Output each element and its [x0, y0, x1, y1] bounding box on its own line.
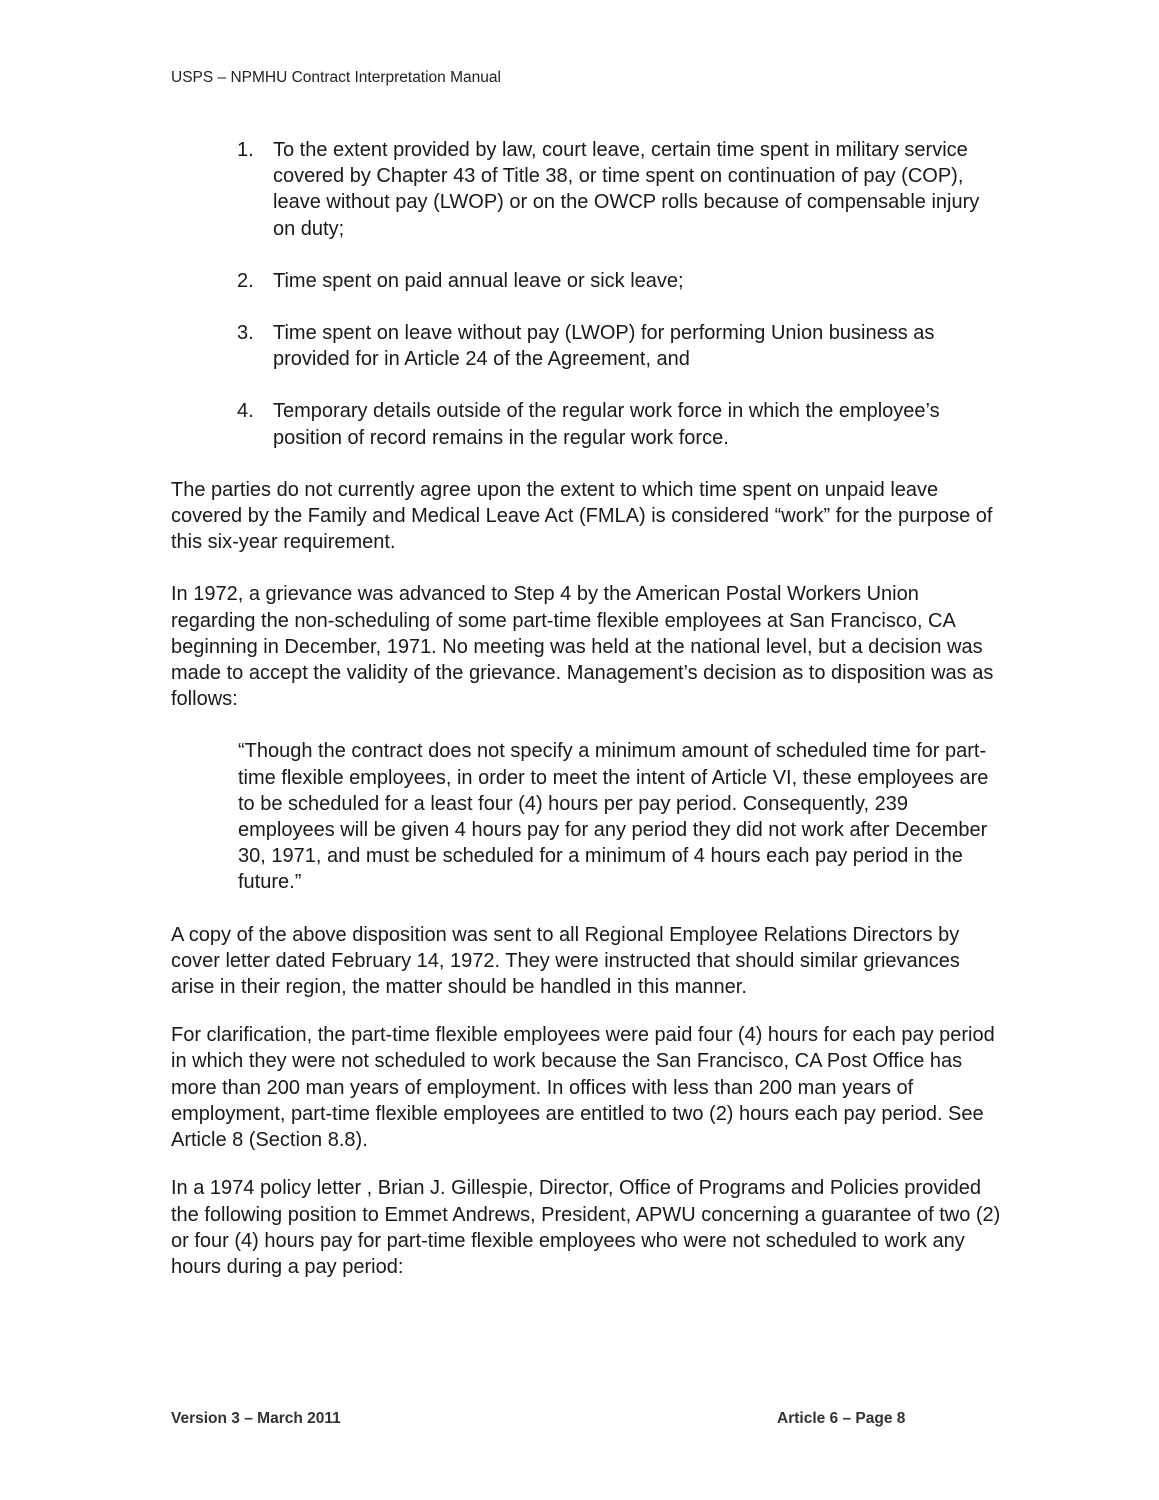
- document-body: [171, 137, 1001, 1306]
- list-item-text: To the extent provided by law, court leave, certain time spent in military service covered by Chapter 43 of Title 38, or time spent on continuation of pay (COP), leave without pay (LWOP) or on the OWCP rolls because of compensable injury on duty;: [273, 139, 980, 240]
- running-header: USPS – NPMHU Contract Interpretation Manual: [171, 69, 501, 86]
- list-item-text: Time spent on leave without pay (LWOP) for performing Union business as provided for in Article 24 of the Agreement, and: [273, 322, 935, 371]
- copy-sent-paragraph: A copy of the above disposition was sent to all Regional Employee Relations Directors by cover letter dated February 14, 1972. They were instructed that should similar grievances arise in their region, the matter should be handled in this manner.: [171, 923, 960, 999]
- list-number: 4.: [237, 400, 254, 423]
- management-decision-quote: “Though the contract does not specify a minimum amount of scheduled time for part-time flexible employees, in order to meet the intent of Article VI, these employees are to be scheduled for a least four (4) hours per pay period. Consequently, 239 employees will be given 4 hours pay for any period they did not work after December 30, 1971, and must be scheduled for a minimum of 4 hours each pay period in the future.”: [238, 740, 989, 894]
- footer-version: Version 3 – March 2011: [171, 1410, 341, 1427]
- list-number: 1.: [237, 139, 254, 161]
- clarification-paragraph: For clarification, the part-time flexible employees were paid four (4) hours for each pay period in which they were not scheduled to work because the San Francisco, CA Post Office has more than 200 man years of employment. In offices with less than 200 man years of employment, part-time flexible employees are entitled to two (2) hours each pay period. See Article 8 (Section 8.8).: [171, 1024, 995, 1152]
- list-number: 3.: [237, 322, 254, 345]
- eligibility-list: [237, 137, 1001, 451]
- fmla-paragraph: The parties do not currently agree upon the extent to which time spent on unpaid leave covered by the Family and Medical Leave Act (FMLA) is considered “work” for the purpose of this six-year requirement.: [171, 478, 993, 554]
- footer-page-number: Article 6 – Page 8: [777, 1410, 906, 1427]
- list-item: [237, 268, 1001, 294]
- list-item: [237, 320, 1001, 372]
- list-item-text: Time spent on paid annual leave or sick leave;: [273, 269, 684, 292]
- list-item: [237, 137, 1001, 242]
- list-item: [237, 398, 1001, 450]
- grievance-1972-paragraph: In 1972, a grievance was advanced to Step 4 by the American Postal Workers Union regarding the non-scheduling of some part-time flexible employees at San Francisco, CA beginning in December, 1971. No meeting was held at the national level, but a decision was made to accept the validity of the grievance. Management’s decision as to disposition was as follows:: [171, 583, 994, 711]
- list-item-text: Temporary details outside of the regular work force in which the employee’s position of record remains in the regular work force.: [273, 400, 940, 449]
- policy-1974-paragraph: In a 1974 policy letter , Brian J. Gillespie, Director, Office of Programs and Policies provided the following position to Emmet Andrews, President, APWU concerning a guarantee of two (2) or four (4) hours pay for part-time flexible employees who were not scheduled to work any hours during a pay period:: [171, 1177, 1001, 1278]
- list-number: 2.: [237, 269, 254, 292]
